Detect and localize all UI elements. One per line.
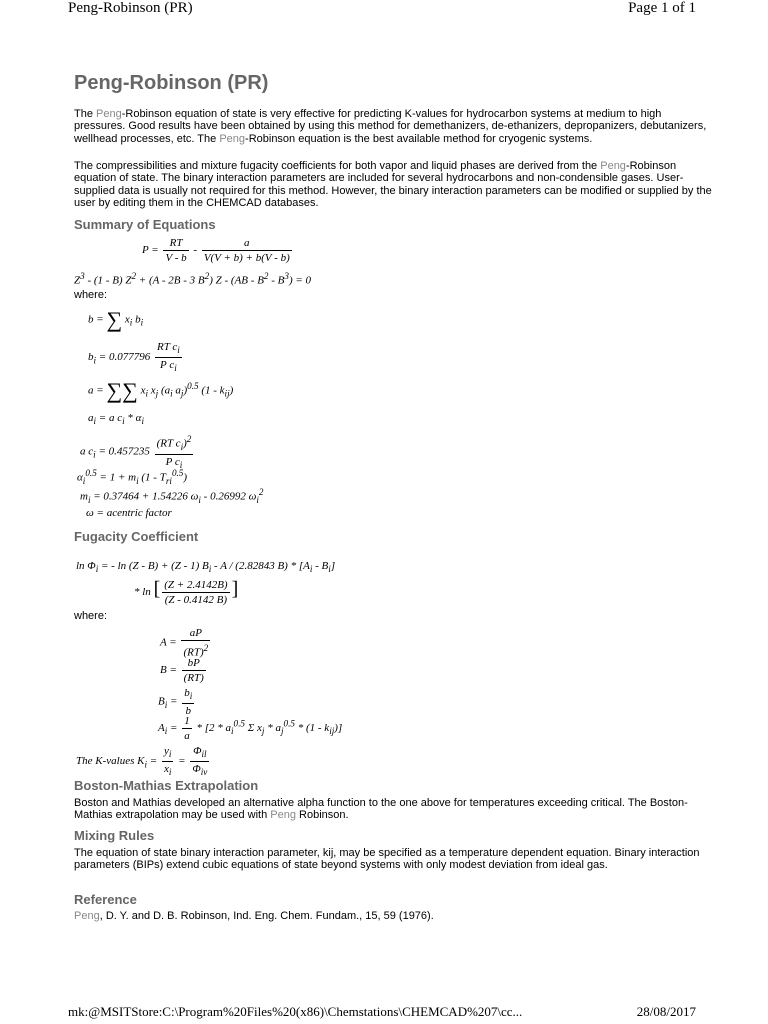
A-definition: A = $\frac{aP}{(RT)^2}$	[160, 627, 209, 659]
section-boston-heading: Boston-Mathias Extrapolation	[74, 778, 259, 793]
Ai-definition: $A_i$ = $\frac{1}{a}$ * [$2 * a_i^{0.5}$ Σ $x_j * a_j^{0.5} * (1 - k_{ij})$]	[158, 715, 343, 742]
fugacity-equation-line-1: $\ln \Phi_i$ = - ln (Z - B) + (Z - 1) $B_i$ - A / (2.82843 $B) * [A_i - B_i]$	[76, 560, 336, 575]
text-run: Robinson.	[295, 809, 349, 822]
fugacity-equation-line-2: * ln [ $\frac{(Z + 2.4142B)}{(Z - 0.4142 B)}$ ]	[134, 578, 239, 606]
highlighted-term: Peng	[270, 809, 296, 822]
boston-paragraph	[74, 797, 714, 822]
text-run: -Robinson equation is the best available method for cryogenic systems.	[245, 132, 593, 145]
aci-equation: a $c_i = 0.457235$ $\frac{(RT c_i)^2}{P c_i}$	[80, 434, 192, 471]
highlighted-term: Peng	[600, 160, 626, 172]
text-run: , D. Y. and D. B. Robinson, Ind. Eng. Chem. Fundam., 15, 59 (1976).	[99, 910, 434, 922]
header-page-number: Page 1 of 1	[628, 0, 696, 16]
pressure-equation: P = $\frac{RT}{V - b}$ - $\frac{a}{V(V + b) + b(V - b)}$	[142, 237, 290, 264]
page-title: Peng-Robinson (PR)	[74, 72, 269, 94]
section-summary-heading: Summary of Equations	[74, 217, 216, 232]
B-definition: B = $\frac{bP}{(RT)}$	[160, 657, 204, 684]
text-run: -Robinson equation of state is very effective for predicting K-values for hydrocarbon systems at medium to high pressures. Good results have been obtained by using this method for demethanizers, de-ethanizers, depropanizers, debutanizers, wellhead processes, etc. The	[74, 108, 707, 145]
footer-date: 28/08/2017	[636, 1004, 696, 1019]
text-run: The	[74, 108, 97, 120]
highlighted-term: Peng	[219, 132, 246, 145]
alpha-equation: $\alpha_i^{0.5} = 1 + m_i$ $(1 - T_{ri}^{0.5})$	[77, 468, 188, 486]
text-run: -Robinson equation of state. The binary interaction parameters are included for several hydrocarbons and non-condensible gases. User-supplied data is usually not required for this method. However, the binary interaction parameters can be modified or supplied by the user by editing them in the CHEMCAD databases.	[74, 160, 712, 209]
intro-paragraph-2	[74, 160, 714, 209]
header-title: Peng-Robinson (PR)	[68, 0, 193, 16]
b-mixing-equation: b = ∑ $x_i$ $b_i$	[88, 307, 144, 332]
cubic-z-equation: $Z^3 - (1 - B) Z^2 + (A - 2B - 3$ $B^2$) $Z - (AB - B^2 - B^3) = 0$	[74, 271, 312, 287]
bi-equation: $b_i = 0.077796$ $\frac{RT c_i}{P c_i}$	[88, 341, 180, 374]
highlighted-term: Peng	[74, 910, 100, 922]
reference-paragraph	[74, 910, 714, 922]
highlighted-term: Peng	[96, 108, 122, 120]
section-fugacity-heading: Fugacity Coefficient	[74, 529, 199, 544]
text-run: Boston and Mathias developed an alternative alpha function to the one above for temperatures exceeding critical. The Boston-Mathias extrapolation may be used with	[74, 797, 688, 822]
omega-definition: ω = acentric factor	[86, 507, 172, 519]
k-values-equation: The K-values $K_i$ = $\frac{y_i}{x_i}$ = $\frac{\Phi_{il}}{\Phi_{iv}}$	[76, 745, 208, 778]
section-reference-heading: Reference	[74, 892, 137, 907]
where-label-2: where:	[74, 610, 108, 622]
mixing-paragraph	[74, 847, 714, 872]
text-run: The equation of state binary interaction parameter, kij, may be specified as a temperature dependent equation. Binary interaction parameters (BIPs) extend cubic equations of state beyond systems with only modest deviation from ideal gas.	[74, 847, 700, 872]
ai-equation: $a_i = a$ $c_i * \alpha_i$	[88, 412, 144, 427]
section-mixing-heading: Mixing Rules	[74, 828, 155, 843]
Bi-definition: $B_i$ = $\frac{b_i}{b}$	[158, 687, 193, 718]
footer-path: mk:@MSITStore:C:\Program%20Files%20(x86)\Chemstations\CHEMCAD%207\cc...	[68, 1004, 523, 1019]
where-label-1: where:	[74, 289, 108, 301]
mi-equation: $m_i = 0.37464 + 1.54226$ $\omega_i - 0.26992$ $\omega_i^2$	[80, 487, 264, 505]
a-mixing-equation: a = ∑∑ $x_i$ $x_j$ ($a_i$ $a_j)^{0.5}$ $(1 - k_{ij})$	[88, 378, 234, 403]
intro-paragraph-1	[74, 108, 714, 145]
text-run: The compressibilities and mixture fugacity coefficients for both vapor and liquid phases are derived from the	[74, 160, 601, 172]
